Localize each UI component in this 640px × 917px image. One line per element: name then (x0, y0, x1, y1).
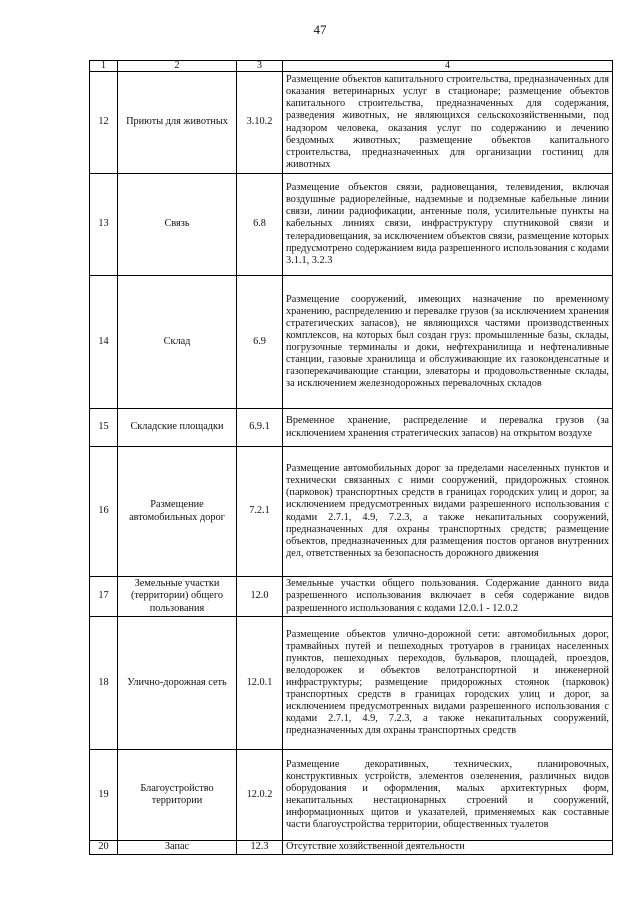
row-description: Размещение автомобильных дорог за пределами населенных пунктов и технически связанных с ними сооружений, придорожных стоянок (парковок) транспортных средств в границах городских улиц и дорог, за исключением предусмотренных видами разрешенного использования с кодами 2.7.1, 4.9, 7.2.3, а также некапитальных сооружений, предназначенных для охраны транспортных средств; размещение объектов, предназначенных для размещения постов органов внутренних дел, ответственных за безопасность дорожного движения (283, 447, 613, 577)
row-number: 14 (90, 276, 118, 409)
row-code: 6.8 (237, 174, 283, 276)
header-col-4: 4 (283, 61, 613, 72)
row-description: Размещение объектов капитального строительства, предназначенных для оказания ветеринарных услуг в стационаре; размещение объектов капитального строительства, предназначенных для содержания, разведения животных, не являющихся сельскохозяйственными, под надзором человека, оказания услуг по содержанию и лечению бездомных животных; размещение объектов капитального строительства, предназначенных для организации гостиниц для животных (283, 72, 613, 174)
table-row (90, 276, 613, 409)
table-row (90, 72, 613, 174)
row-number: 20 (90, 841, 118, 855)
table-row (90, 750, 613, 841)
land-use-table (89, 60, 613, 855)
row-description: Размещение декоративных, технических, планировочных, конструктивных устройств, элементов озеленения, различных видов оборудования и оформления, малых архитектурных форм, некапитальных нестационарных строений и сооружений, информационных щитов и указателей, применяемых как составные части благоустройства территории, общественных туалетов (283, 750, 613, 841)
row-code: 12.0.1 (237, 617, 283, 750)
row-description: Отсутствие хозяйственной деятельности (283, 841, 613, 855)
table-header-row (90, 61, 613, 72)
row-number: 19 (90, 750, 118, 841)
row-code: 12.0 (237, 577, 283, 617)
row-name: Улично-дорожная сеть (118, 617, 237, 750)
row-code: 3.10.2 (237, 72, 283, 174)
header-col-3: 3 (237, 61, 283, 72)
row-code: 7.2.1 (237, 447, 283, 577)
row-code: 6.9.1 (237, 409, 283, 447)
row-description: Размещение объектов улично-дорожной сети: автомобильных дорог, трамвайных путей и пешеходных тротуаров в границах населенных пунктов, пешеходных переходов, бульваров, площадей, проездов, велодорожек и объектов велотранспортной и инженерной инфраструктуры; размещение придорожных стоянок (парковок) транспортных средств в границах городских улиц и дорог, за исключением предусмотренных видами разрешенного использования с кодами 2.7.1, 4.9, 7.2.3, а также некапитальных сооружений, предназначенных для охраны транспортных средств (283, 617, 613, 750)
header-col-1: 1 (90, 61, 118, 72)
row-description: Размещение объектов связи, радиовещания, телевидения, включая воздушные радиорелейные, надземные и подземные кабельные линии связи, линии радиофикации, антенные поля, усилительные пункты на кабельных линиях связи, инфраструктуру спутниковой связи и телерадиовещания, за исключением объектов связи, размещение которых предусмотрено содержанием вида разрешенного использования с кодами 3.1.1, 3.2.3 (283, 174, 613, 276)
row-description: Земельные участки общего пользования. Содержание данного вида разрешенного использования включает в себя содержание видов разрешенного использования с кодами 12.0.1 - 12.0.2 (283, 577, 613, 617)
table-row (90, 841, 613, 855)
row-code: 12.3 (237, 841, 283, 855)
row-name: Благоустройство территории (118, 750, 237, 841)
row-code: 12.0.2 (237, 750, 283, 841)
row-number: 17 (90, 577, 118, 617)
row-number: 18 (90, 617, 118, 750)
row-name: Приюты для животных (118, 72, 237, 174)
row-number: 15 (90, 409, 118, 447)
row-name: Земельные участки (территории) общего пользования (118, 577, 237, 617)
row-number: 16 (90, 447, 118, 577)
page-number: 47 (313, 22, 327, 37)
row-name: Складские площадки (118, 409, 237, 447)
row-description: Временное хранение, распределение и перевалка грузов (за исключением хранения стратегических запасов) на открытом воздухе (283, 409, 613, 447)
row-name: Запас (118, 841, 237, 855)
table-row (90, 617, 613, 750)
row-description: Размещение сооружений, имеющих назначение по временному хранению, распределению и перевалке грузов (за исключением хранения стратегических запасов), не являющихся частями производственных комплексов, на которых был создан груз: промышленные базы, склады, погрузочные терминалы и доки, нефтехранилища и нефтеналивные станции, газовые хранилища и обслуживающие их газоконденсатные и газоперекачивающие станции, элеваторы и продовольственные склады, за исключением железнодорожных перевалочных складов (283, 276, 613, 409)
row-number: 13 (90, 174, 118, 276)
table-row (90, 409, 613, 447)
table-row (90, 447, 613, 577)
table-row (90, 577, 613, 617)
row-name: Связь (118, 174, 237, 276)
row-name: Склад (118, 276, 237, 409)
row-name: Размещение автомобильных дорог (118, 447, 237, 577)
row-number: 12 (90, 72, 118, 174)
table-row (90, 174, 613, 276)
row-code: 6.9 (237, 276, 283, 409)
header-col-2: 2 (118, 61, 237, 72)
